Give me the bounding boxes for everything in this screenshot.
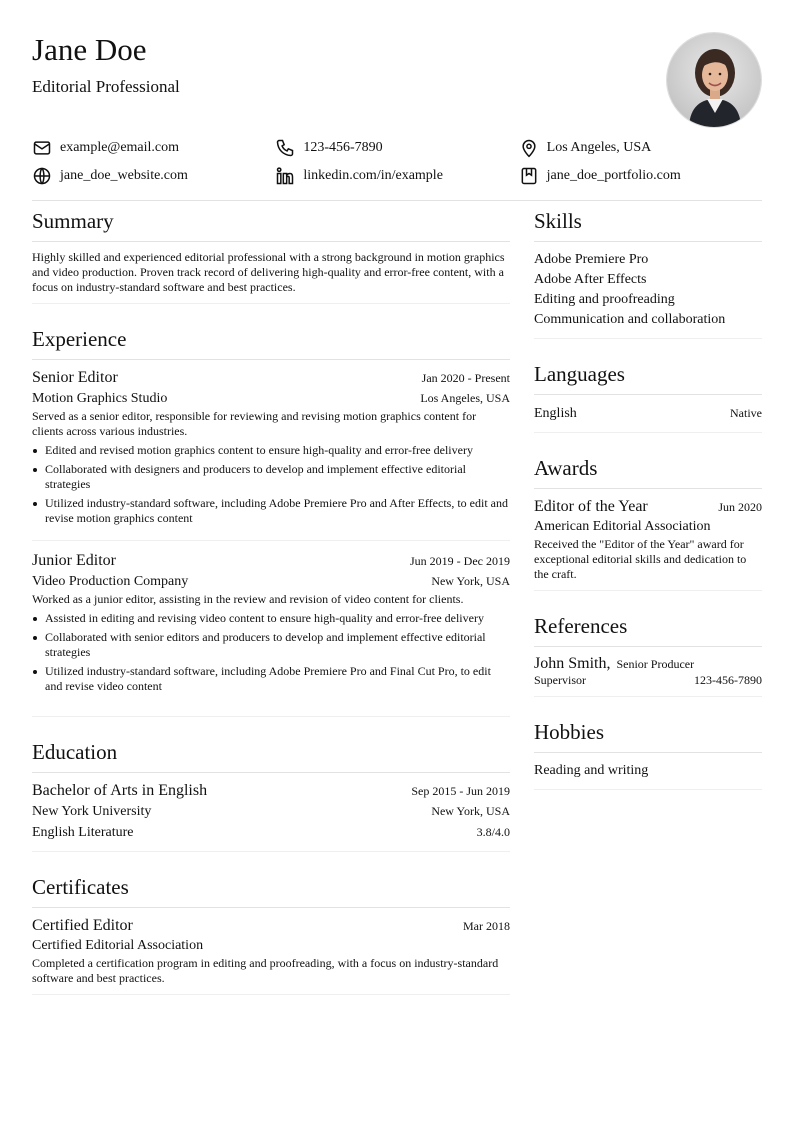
header-divider	[32, 200, 762, 201]
contact-location	[519, 138, 762, 158]
resume-header	[32, 30, 762, 130]
reference-phone[interactable]: 123-456-7890	[694, 673, 762, 687]
certificate-name: Certified Editor	[32, 917, 133, 934]
list-item: Collaborated with designers and producers to develop and implement effective editorial strategies	[32, 462, 510, 492]
gpa: 3.8/4.0	[476, 825, 510, 839]
skills-heading: Skills	[534, 206, 762, 242]
job-company: Motion Graphics Studio	[32, 391, 168, 406]
list-item: Edited and revised motion graphics content to ensure high-quality and error-free delivery	[32, 443, 510, 458]
awards-heading: Awards	[534, 453, 762, 489]
certificates-section	[32, 872, 510, 995]
education-dates: Sep 2015 - Jun 2019	[411, 784, 510, 798]
summary-text: Highly skilled and experienced editorial professional with a strong background in motion graphics and video production. Proven track record of delivering high-quality and error-free content, with a focus on industry-standard software and best practices.	[32, 250, 505, 294]
list-item: Reading and writing	[534, 763, 649, 778]
experience-heading: Experience	[32, 324, 510, 360]
list-item: Utilized industry-standard software, including Adobe Premiere Pro and After Effects, to edit and revise motion graphics content	[32, 496, 510, 526]
summary-section	[32, 206, 510, 304]
job-company: Video Production Company	[32, 574, 189, 589]
education-heading: Education	[32, 737, 510, 773]
job-description: Worked as a junior editor, assisting in the review and revision of video content for clients.	[32, 592, 464, 606]
contact-portfolio[interactable]	[519, 166, 762, 186]
certificates-heading: Certificates	[32, 872, 510, 908]
hobbies-heading: Hobbies	[534, 717, 762, 753]
contact-email[interactable]	[32, 138, 275, 158]
language-level: Native	[730, 406, 762, 420]
email-text: example@email.com	[60, 140, 180, 155]
map-pin-icon	[519, 138, 539, 158]
globe-icon	[32, 166, 52, 186]
job-dates: Jan 2020 - Present	[421, 371, 510, 385]
language-name: English	[534, 406, 577, 421]
list-item: Utilized industry-standard software, including Adobe Premiere Pro and Final Cut Pro, to edit and revise video content	[32, 664, 510, 694]
job-role: Junior Editor	[32, 552, 116, 569]
contact-phone[interactable]	[275, 138, 518, 158]
list-item: Editing and proofreading	[534, 292, 675, 307]
job-location: New York, USA	[431, 574, 510, 588]
certificate-date: Mar 2018	[463, 919, 510, 933]
location-text: Los Angeles, USA	[546, 140, 652, 155]
skills-section	[534, 206, 762, 339]
school-location: New York, USA	[431, 804, 510, 818]
certificate-issuer: Certified Editorial Association	[32, 938, 204, 953]
references-heading: References	[534, 611, 762, 647]
list-item: Adobe Premiere Pro	[534, 252, 649, 267]
award-date: Jun 2020	[718, 500, 762, 514]
education-section	[32, 737, 510, 852]
website-text: jane_doe_website.com	[60, 168, 188, 183]
profile-photo	[666, 32, 762, 128]
left-column	[32, 206, 510, 1015]
experience-entry	[32, 540, 510, 708]
list-item: Communication and collaboration	[534, 312, 726, 327]
languages-section	[534, 359, 762, 433]
job-role: Senior Editor	[32, 369, 118, 386]
hobbies-section	[534, 717, 762, 790]
summary-heading: Summary	[32, 206, 510, 242]
degree: Bachelor of Arts in English	[32, 782, 208, 799]
portfolio-icon	[519, 166, 539, 186]
job-description: Served as a senior editor, responsible for reviewing and revising motion graphics content for clients across various industries.	[32, 409, 477, 438]
reference-role: Senior Producer	[616, 657, 695, 671]
job-bullets	[32, 443, 510, 526]
experience-entry	[32, 368, 510, 540]
mail-icon	[32, 138, 52, 158]
field-of-study: English Literature	[32, 825, 134, 840]
contact-website[interactable]	[32, 166, 275, 186]
experience-section	[32, 324, 510, 717]
linkedin-text: linkedin.com/in/example	[303, 168, 443, 183]
right-column	[534, 206, 762, 810]
candidate-name: Jane Doe	[32, 32, 147, 67]
phone-icon	[275, 138, 295, 158]
job-dates: Jun 2019 - Dec 2019	[410, 554, 510, 568]
award-description: Received the "Editor of the Year" award for exceptional editorial skills and dedication to the craft.	[534, 537, 747, 581]
awards-section	[534, 453, 762, 591]
reference-name: John Smith,	[534, 655, 611, 672]
contact-info	[32, 134, 762, 190]
award-name: Editor of the Year	[534, 498, 648, 515]
candidate-title: Editorial Professional	[32, 77, 180, 96]
certificate-description: Completed a certification program in editing and proofreading, with a focus on industry-standard software and best practices.	[32, 956, 499, 985]
languages-heading: Languages	[534, 359, 762, 395]
school: New York University	[32, 804, 152, 819]
phone-text: 123-456-7890	[303, 140, 383, 155]
list-item: Adobe After Effects	[534, 272, 647, 287]
list-item: Assisted in editing and revising video content to ensure high-quality and error-free delivery	[32, 611, 510, 626]
contact-linkedin[interactable]	[275, 166, 518, 186]
linkedin-icon	[275, 166, 295, 186]
references-section	[534, 611, 762, 697]
reference-relation: Supervisor	[534, 673, 586, 687]
list-item: Collaborated with senior editors and producers to develop and implement effective editorial strategies	[32, 630, 510, 660]
award-issuer: American Editorial Association	[534, 519, 711, 534]
portfolio-text: jane_doe_portfolio.com	[546, 168, 681, 183]
job-bullets	[32, 611, 510, 694]
job-location: Los Angeles, USA	[420, 391, 510, 405]
